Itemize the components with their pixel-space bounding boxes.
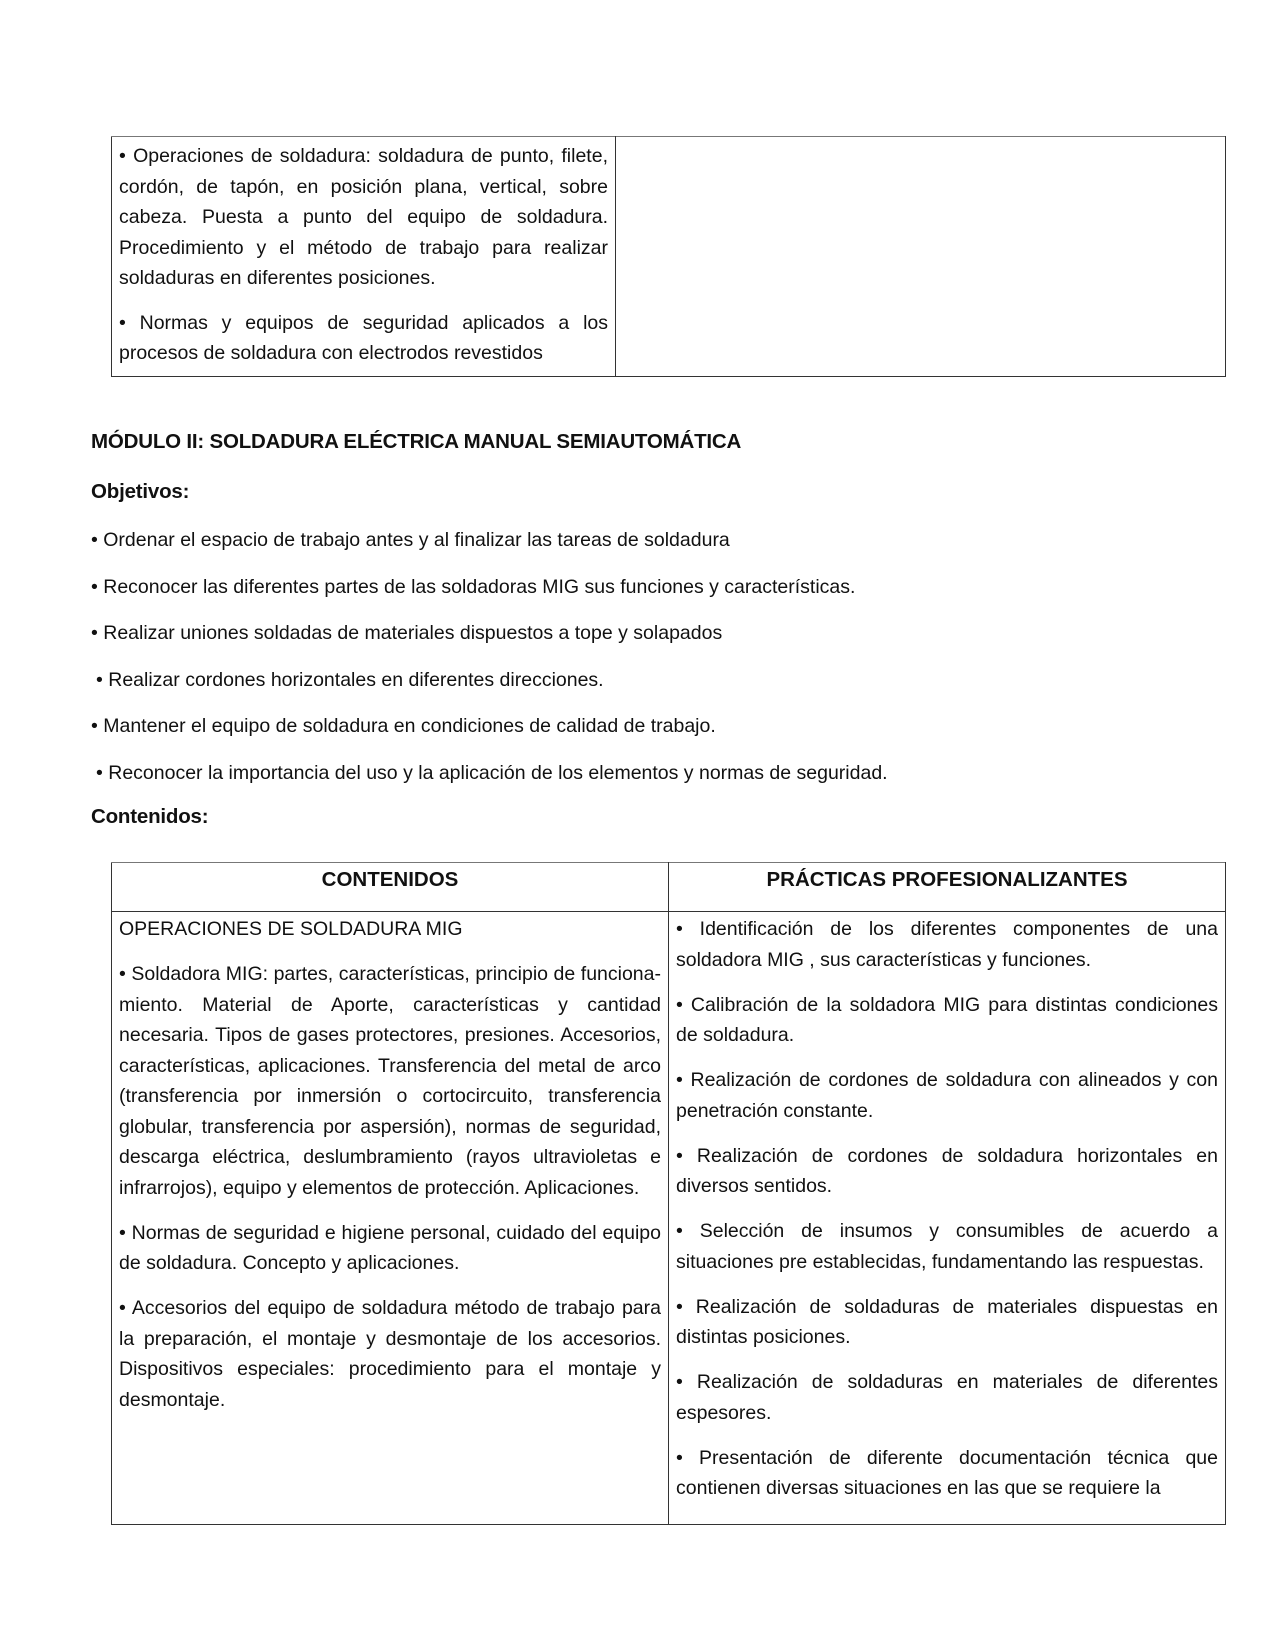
module-title: MÓDULO II: SOLDADURA ELÉCTRICA MANUAL SEMIAUTOMÁTICA (91, 430, 742, 453)
table-row (112, 137, 1226, 377)
practices-cell-empty (616, 137, 1226, 377)
objectives-heading: Objetivos: (91, 480, 190, 503)
objective-item: • Realizar cordones horizontales en diferentes direcciones. (96, 668, 604, 691)
content-item: • Normas y equipos de seguridad aplicados a los procesos de soldadura con electrodos revestidos (119, 311, 608, 364)
contenidos-cell (112, 912, 669, 1525)
objective-item: • Mantener el equipo de soldadura en condiciones de calidad de trabajo. (91, 715, 716, 737)
practicas-cell (669, 912, 1226, 1525)
objective-item: • Reconocer la importancia del uso y la aplicación de los elementos y normas de seguridad. (96, 761, 888, 784)
practice-item: • Realización de cordones de soldadura horizontales en diversos sentidos. (676, 1144, 1218, 1197)
practice-item: • Realización de cordones de soldadura con alineados y con penetración constante. (676, 1069, 1218, 1122)
practice-item: • Presentación de diferente documentación técnica que contienen diversas situaciones en las que se requiere la (676, 1446, 1218, 1499)
table-row (112, 912, 1226, 1525)
content-item: OPERACIONES DE SOLDADURA MIG (119, 918, 463, 940)
practice-item: • Calibración de la soldadora MIG para distintas condiciones de soldadura. (676, 993, 1218, 1046)
content-item: • Normas de seguridad e higiene personal, cuidado del equipo de soldadura. Concepto y aplicaciones. (119, 1221, 661, 1274)
contents-heading: Contenidos: (91, 805, 209, 828)
practice-item: • Realización de soldaduras de materiales dispuestas en distintas posiciones. (676, 1295, 1218, 1348)
practice-item: • Selección de insumos y consumibles de acuerdo a situaciones pre establecidas, fundamentando las respuestas. (676, 1220, 1218, 1273)
content-item: • Soldadora MIG: partes, características, principio de funciona-miento. Material de Aporte, características y cantidad necesaria. Tipos de gases protectores, presiones. Accesorios, características, aplicaciones. Transferencia del metal de arco (transferencia por inmersión o cortocircuito, transferencia globular, transferencia por aspersión), normas de seguridad, descarga eléctrica, deslumbramiento (rayos ultravioletas e infrarrojos), equipo y elementos de protección. Aplicaciones. (119, 963, 661, 1199)
practice-item: • Identificación de los diferentes componentes de una soldadora MIG , sus características y funciones. (676, 918, 1218, 971)
table-header-row (112, 863, 1226, 912)
objective-item: • Reconocer las diferentes partes de las soldadoras MIG sus funciones y características. (91, 575, 856, 598)
objectives-list (91, 527, 888, 806)
content-item: • Accesorios del equipo de soldadura método de trabajo para la preparación, el montaje y desmontaje de los accesorios. Dispositivos especiales: procedimiento para el montaje y desmontaje. (119, 1297, 661, 1411)
header-practicas: PRÁCTICAS PROFESIONALIZANTES (669, 863, 1226, 912)
content-item: • Operaciones de soldadura: soldadura de punto, filete, cordón, de tapón, en posición plana, vertical, sobre cabeza. Puesta a punto del equipo de soldadura. Procedimiento y el método de trabajo para realizar soldaduras en diferentes posiciones. (119, 145, 608, 289)
contents-cell (112, 137, 616, 377)
objective-item: • Realizar uniones soldadas de materiales dispuestos a tope y solapados (91, 622, 723, 644)
contents-practices-table (111, 862, 1226, 1525)
practice-item: • Realización de soldaduras en materiales de diferentes espesores. (676, 1371, 1218, 1424)
header-contenidos: CONTENIDOS (112, 863, 669, 912)
continued-contents-table (111, 136, 1226, 377)
objective-item: • Ordenar el espacio de trabajo antes y al finalizar las tareas de soldadura (91, 529, 730, 551)
